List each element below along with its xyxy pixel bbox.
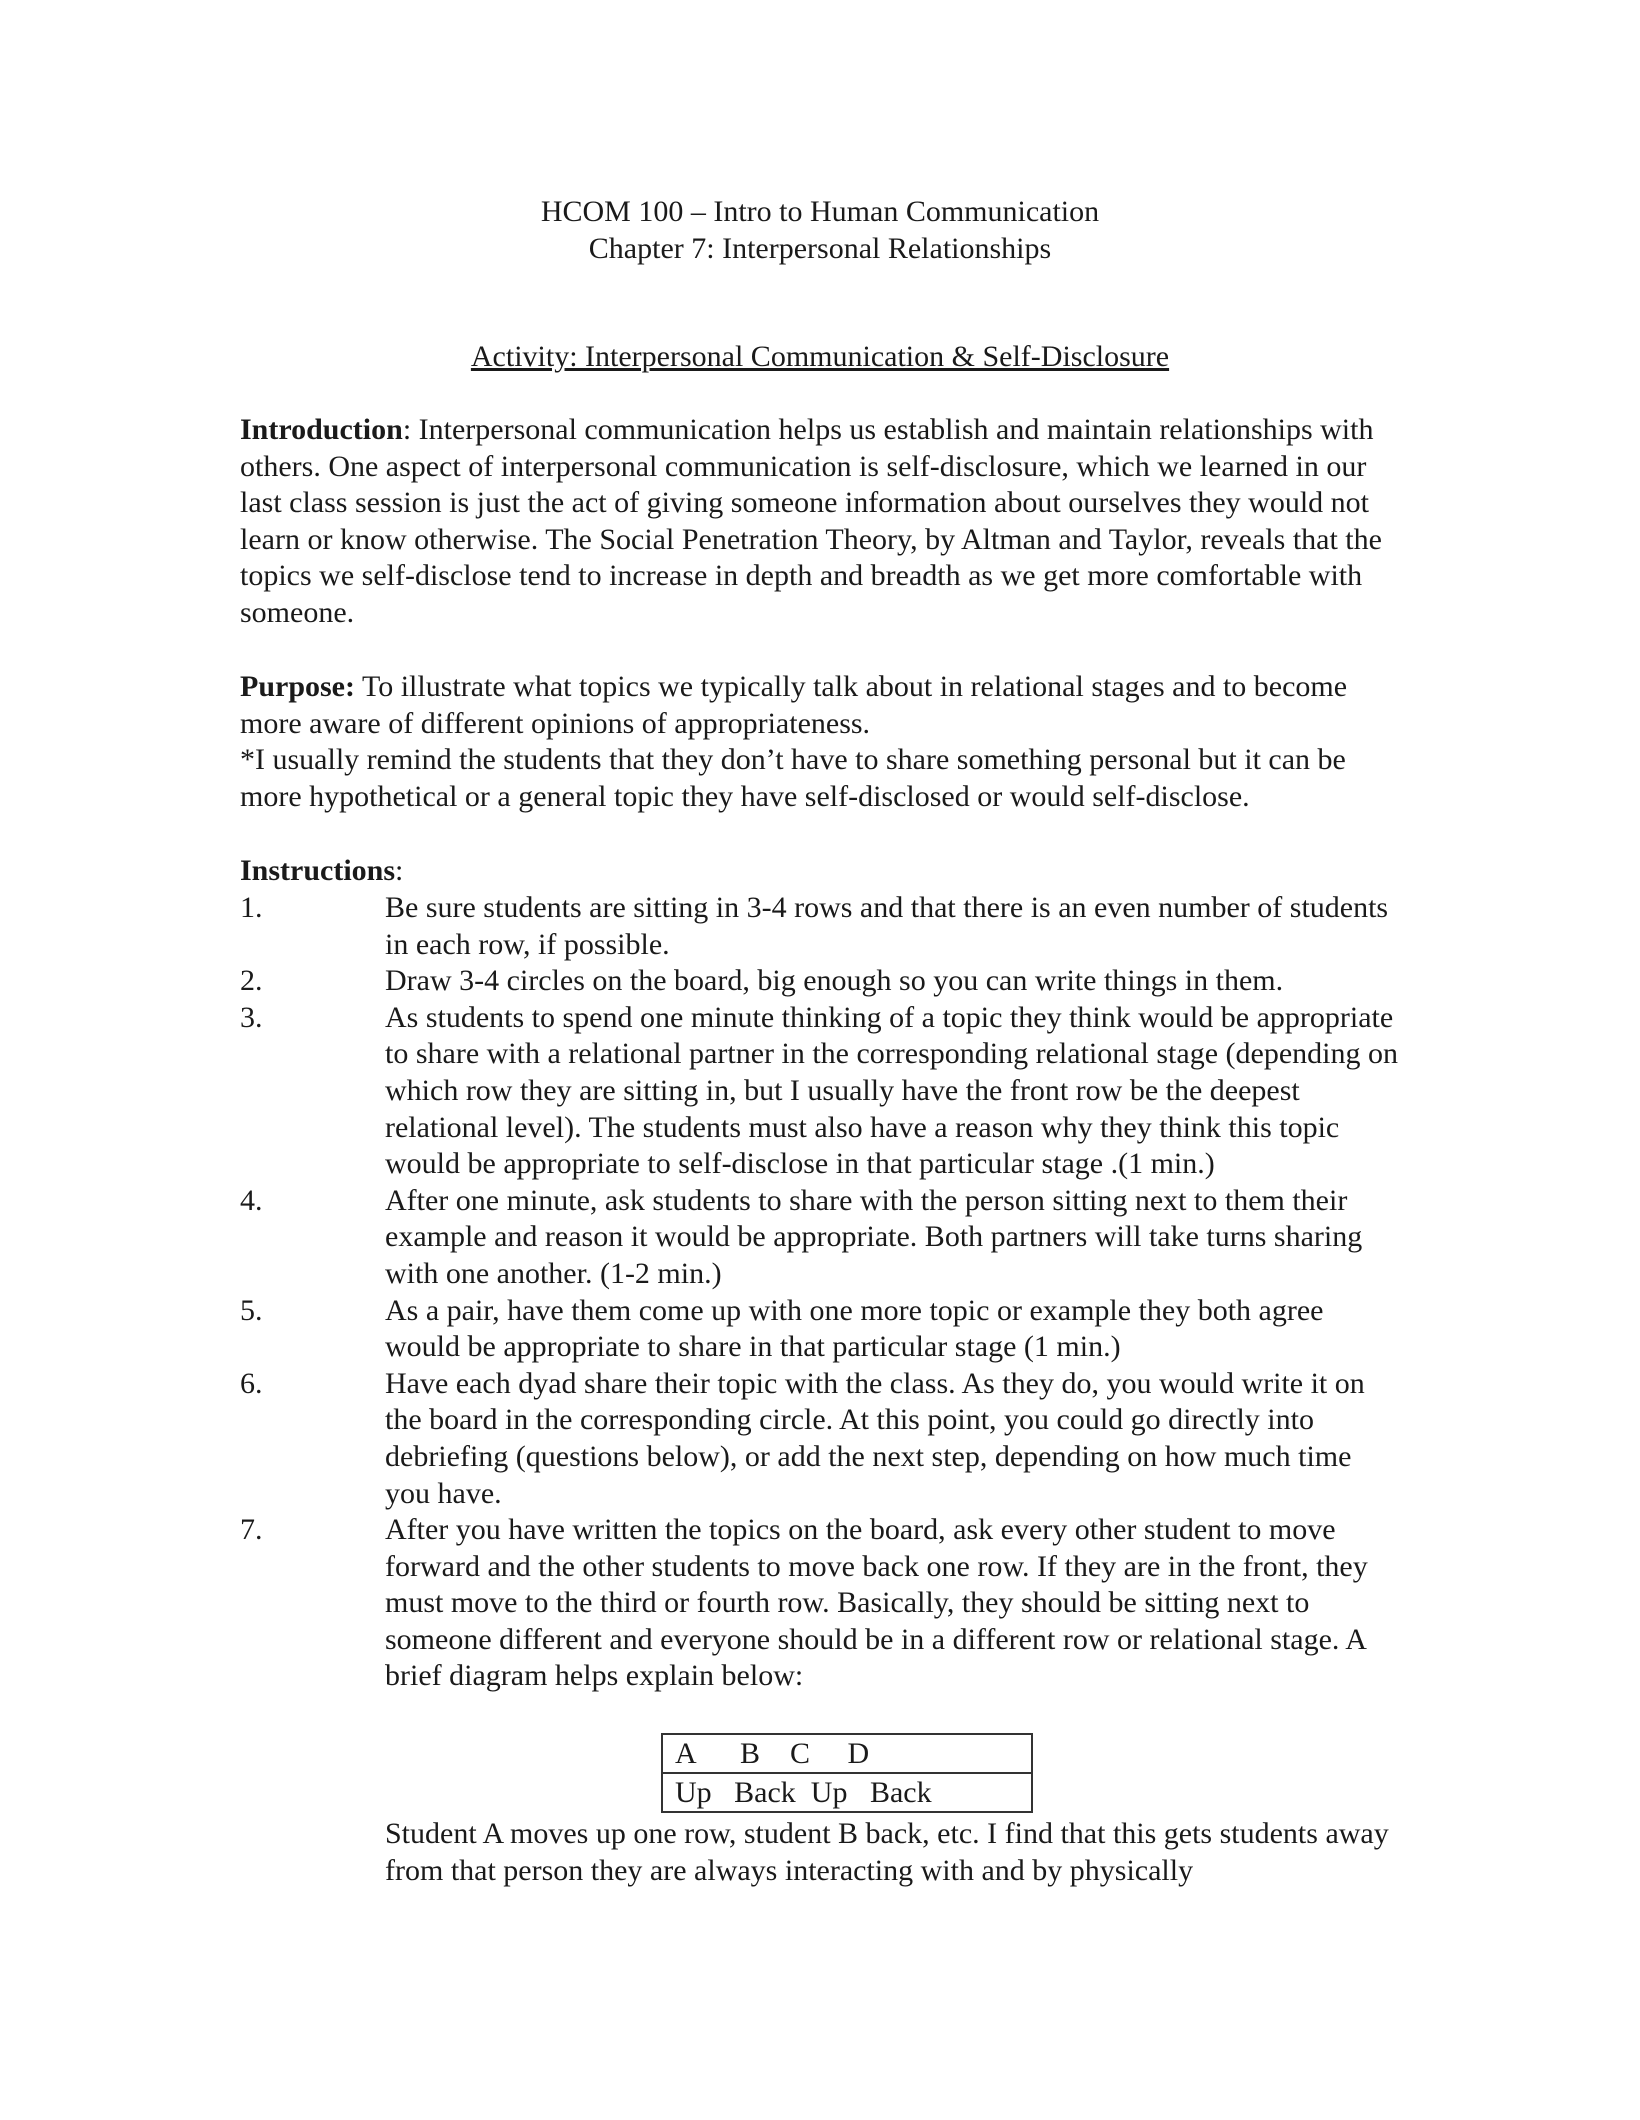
- step-number: 1.: [240, 891, 263, 924]
- instructions-colon: :: [395, 854, 404, 887]
- list-item: [240, 1366, 1400, 1512]
- instructions-label: Instructions: [240, 854, 396, 887]
- step-number: 5.: [240, 1293, 263, 1327]
- step-number: 4.: [240, 1183, 263, 1217]
- introduction-label: Introduction: [240, 413, 403, 446]
- purpose-text: To illustrate what topics we typically talk about in relational stages and to become more aware of different opinions of appropriateness.: [240, 670, 1348, 740]
- list-item: [240, 1293, 1400, 1366]
- document-header: [0, 193, 1640, 267]
- introduction-text: : Interpersonal communication helps us establish and maintain relationships with others. One aspect of interpersonal communication is self-disclosure, which we learned in our last class session is just the act of giving someone information about ourselves they would not learn or know otherwise. The Social Penetration Theory, by Altman and Taylor, reveals that the topics we self-disclose tend to increase in depth and breadth as we get more comfortable with someone.: [240, 413, 1382, 629]
- instructions-heading: [240, 853, 1400, 890]
- continuation-paragraph: Student A moves up one row, student B back, etc. I find that this gets students away from that person they are always interacting with and by physically: [385, 1817, 1389, 1887]
- purpose-paragraph: [240, 669, 1400, 815]
- table-row: [662, 1734, 1032, 1773]
- list-item: [240, 1512, 1400, 1695]
- step-number: 6.: [240, 1366, 263, 1400]
- chapter-title: Chapter 7: Interpersonal Relationships: [588, 232, 1052, 265]
- instructions-list: [240, 890, 1400, 1695]
- step-text: As students to spend one minute thinking of a topic they think would be appropriate to share with a relational partner in the corresponding relational stage (depending on which row they are sitting in, but I usually have the front row be the deepest relational level). The students must also have a reason why they think this topic would be appropriate to self-disclose in that particular stage .(1 min.): [385, 1000, 1398, 1181]
- step-text: After you have written the topics on the board, ask every other student to move forward and the other students to move back one row. If they are in the front, they must move to the third or fourth row. Basically, they should be sitting next to someone different and everyone should be in a different row or relational stage. A brief diagram helps explain below:: [385, 1513, 1368, 1693]
- purpose-label: Purpose:: [240, 670, 355, 703]
- step-number: 7.: [240, 1513, 263, 1547]
- list-item: [240, 1000, 1400, 1183]
- purpose-line: [240, 669, 1400, 742]
- step-text: Have each dyad share their topic with the class. As they do, you would write it on the board in the corresponding circle. At this point, you could go directly into debriefing (questions below), or add the next step, depending on how much time you have.: [385, 1366, 1365, 1510]
- introduction-paragraph: [240, 412, 1400, 632]
- list-item: [240, 963, 1400, 1000]
- course-title: HCOM 100 – Intro to Human Communication: [540, 195, 1100, 228]
- diagram-moves-cell: Up Back Up Back: [662, 1773, 1032, 1812]
- activity-title: Activity: Interpersonal Communication & Self-Disclosure: [470, 340, 1170, 373]
- step-text: After one minute, ask students to share with the person sitting next to them their example and reason it would be appropriate. Both partners will take turns sharing with one another. (1-2 min.): [385, 1183, 1363, 1290]
- diagram-students-cell: A B C D: [662, 1734, 1032, 1773]
- step-number: 3.: [240, 1000, 263, 1034]
- step-text: Be sure students are sitting in 3-4 rows and that there is an even number of students in each row, if possible.: [385, 891, 1389, 961]
- purpose-note: *I usually remind the students that they don’t have to share something personal but it can be more hypothetical or a general topic they have self-disclosed or would self-disclose.: [240, 743, 1346, 813]
- list-item: [240, 890, 1400, 963]
- table-row: [662, 1773, 1032, 1812]
- list-item: [240, 1183, 1400, 1293]
- step-text: As a pair, have them come up with one more topic or example they both agree would be appropriate to share in that particular stage (1 min.): [385, 1293, 1324, 1364]
- movement-diagram-table: [661, 1733, 1033, 1813]
- step-number: 2.: [240, 964, 263, 998]
- step-text: Draw 3-4 circles on the board, big enough so you can write things in them.: [385, 964, 1284, 998]
